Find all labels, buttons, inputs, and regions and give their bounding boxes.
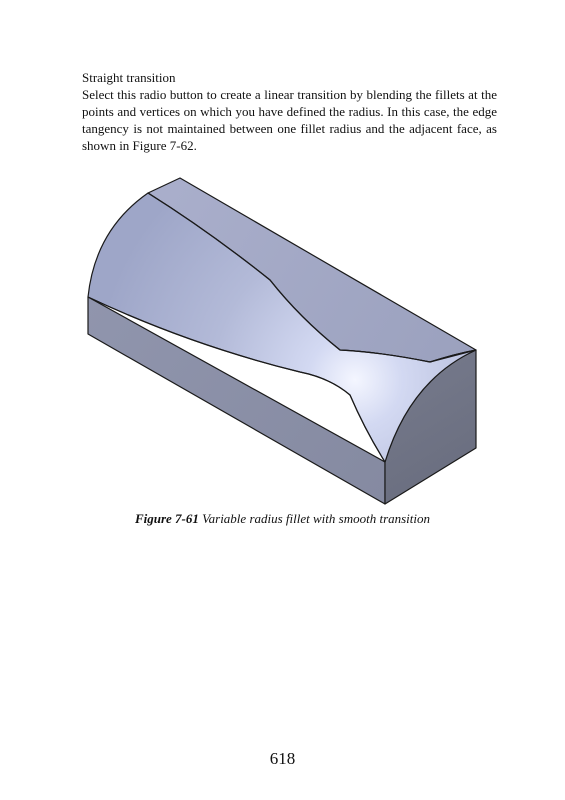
page-number: 618	[269, 749, 296, 768]
body-paragraph: Select this radio button to create a linear transition by blending the fillets at the points and vertices on which you have defined the radius. In this case, the edge tangency is not maintained between one fillet radius and the adjacent face, as shown in Figure 7-62.	[82, 87, 497, 153]
figure-caption	[0, 511, 565, 527]
section-heading: Straight transition	[82, 70, 176, 85]
figure-caption-text: Variable radius fillet with smooth transition	[202, 511, 431, 526]
figure-label: Figure 7-61	[134, 511, 199, 526]
figure-illustration	[80, 172, 480, 512]
